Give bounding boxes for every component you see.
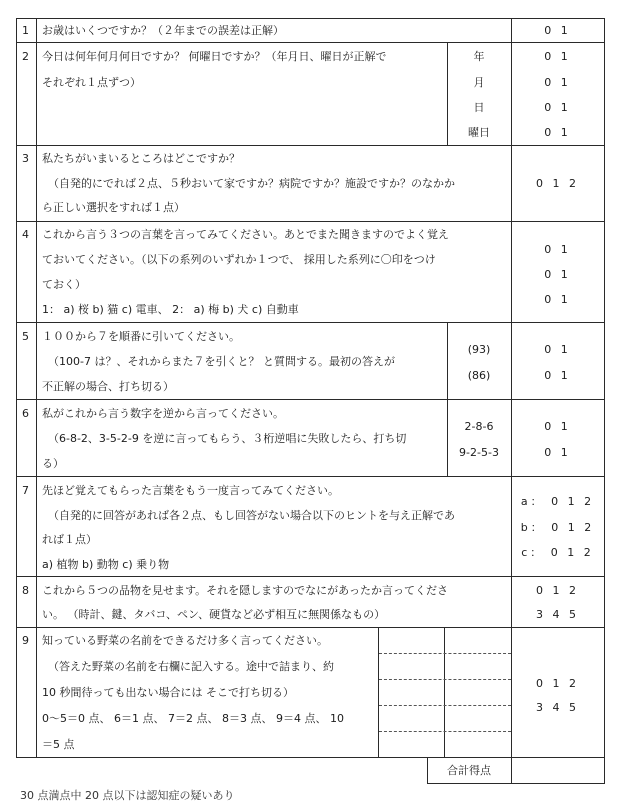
grid-line (427, 783, 605, 784)
grid-line (16, 18, 17, 757)
grid-line (16, 399, 605, 400)
answer-line (379, 679, 511, 680)
score-options: 0 1 2 (536, 177, 579, 190)
score-options: 0 1 (544, 24, 571, 37)
score-options: 0 1 (544, 446, 571, 459)
question-text: （100-7 は？、それからまた７を引くと？ と質問する。最初の答えが (48, 355, 395, 368)
date-item-label: 年 (473, 50, 485, 63)
grid-line (16, 576, 605, 577)
digit-sequence: 2-8-6 (464, 420, 494, 433)
question-text: お歳はいくつですか？（２年までの誤差は正解） (42, 24, 284, 37)
grid-line (16, 18, 605, 19)
grid-line (16, 42, 605, 43)
question-text: （6-8-2、3-5-2-9 を逆に言ってもらう、３桁逆唱に失敗したら、打ち切 (48, 432, 407, 445)
total-score-label: 合計得点 (447, 764, 491, 777)
row-number: 4 (22, 228, 29, 241)
question-text: （自発的にでれば２点、５秒おいて家ですか？病院ですか？施設ですか？のなかか (48, 177, 455, 190)
question-text: ておいてください。（以下の系列のいずれか１つで、 採用した系列に〇印をつけ (42, 253, 436, 266)
grid-line (16, 476, 605, 477)
question-text: a) 植物 b) 動物 c) 乗り物 (42, 558, 170, 571)
question-text: ておく） (42, 278, 86, 291)
subtraction-answer: (93) (467, 343, 491, 356)
question-text: 知っている野菜の名前をできるだけ多く言ってください。 (42, 634, 328, 647)
score-options: 0 1 (544, 343, 571, 356)
row-number: 9 (22, 634, 29, 647)
date-item-label: 月 (473, 76, 485, 89)
answer-line (379, 705, 511, 706)
score-options: 0 1 (544, 243, 571, 256)
question-text: ら正しい選択をすれば１点） (42, 201, 185, 214)
score-options: b： 0 1 2 (520, 521, 595, 534)
score-options: 3 4 5 (536, 608, 579, 621)
grid-line (604, 18, 605, 783)
question-text: ＝5 点 (42, 738, 75, 751)
score-options: 0 1 2 (536, 584, 579, 597)
question-text: 私がこれから言う数字を逆から言ってください。 (42, 407, 284, 420)
row-number: 3 (22, 152, 29, 165)
row-number: 2 (22, 50, 29, 63)
question-text: 今日は何年何月何日ですか？ 何曜日ですか？（年月日、曜日が正解で (42, 50, 387, 63)
score-options: 0 1 (544, 268, 571, 281)
score-options: a： 0 1 2 (520, 495, 595, 508)
score-options: 0 1 (544, 50, 571, 63)
subtraction-answer: (86) (467, 369, 491, 382)
question-text: 不正解の場合、打ち切る） (42, 380, 174, 393)
question-text: れば１点） (42, 533, 97, 546)
question-text: 先ほど覚えてもらった言葉をもう一度言ってみてください。 (42, 484, 339, 497)
grid-line (378, 627, 379, 757)
question-text: （答えた野菜の名前を右欄に記入する。途中で詰まり、約 (48, 660, 334, 673)
grid-line (36, 18, 37, 757)
grid-line (16, 145, 605, 146)
question-text: これから言う３つの言葉を言ってみてください。あとでまた聞きますのでよく覚え (42, 228, 449, 241)
score-options: 0 1 (544, 369, 571, 382)
grid-line (444, 627, 445, 757)
grid-line (16, 322, 605, 323)
score-options: 0 1 (544, 101, 571, 114)
question-text: これから５つの品物を見せます。それを隠しますのでなにがあったか言ってくださ (42, 584, 449, 597)
grid-line (16, 221, 605, 222)
answer-line (379, 731, 511, 732)
question-text: い。 （時計、鍵、タバコ、ペン、硬貨など必ず相互に無関係なもの） (42, 608, 386, 621)
date-item-label: 日 (473, 101, 485, 114)
question-text: １００から７を順番に引いてください。 (42, 330, 240, 343)
question-text: る） (42, 457, 64, 470)
row-number: 7 (22, 484, 29, 497)
total-score-cell[interactable] (512, 758, 604, 783)
footer-note: 30 点満点中 20 点以下は認知症の疑いあり (20, 789, 235, 802)
answer-line (379, 653, 511, 654)
row-number: 5 (22, 330, 29, 343)
question-text: 10 秒間待っても出ない場合には そこで打ち切る） (42, 686, 294, 699)
row-number: 6 (22, 407, 29, 420)
score-options: c： 0 1 2 (521, 546, 594, 559)
score-options: 3 4 5 (536, 701, 579, 714)
date-item-label: 曜日 (468, 126, 490, 139)
question-text: 1： a) 桜 b) 猫 c) 電車、 2： a) 梅 b) 犬 c) 自動車 (42, 303, 299, 316)
row-number: 1 (22, 24, 29, 37)
question-text: それぞれ１点ずつ） (42, 76, 141, 89)
score-options: 0 1 (544, 293, 571, 306)
question-text: （自発的に回答があれば各２点、もし回答がない場合以下のヒントを与え正解であ (48, 509, 455, 522)
question-text: 0〜5＝0 点、 6＝1 点、 7＝2 点、 8＝3 点、 9＝4 点、 10 (42, 712, 344, 725)
digit-sequence: 9-2-5-3 (459, 446, 499, 459)
score-options: 0 1 (544, 126, 571, 139)
question-text: 私たちがいまいるところはどこですか？ (42, 152, 240, 165)
grid-line (16, 627, 605, 628)
score-options: 0 1 (544, 76, 571, 89)
score-options: 0 1 (544, 420, 571, 433)
score-options: 0 1 2 (536, 677, 579, 690)
row-number: 8 (22, 584, 29, 597)
